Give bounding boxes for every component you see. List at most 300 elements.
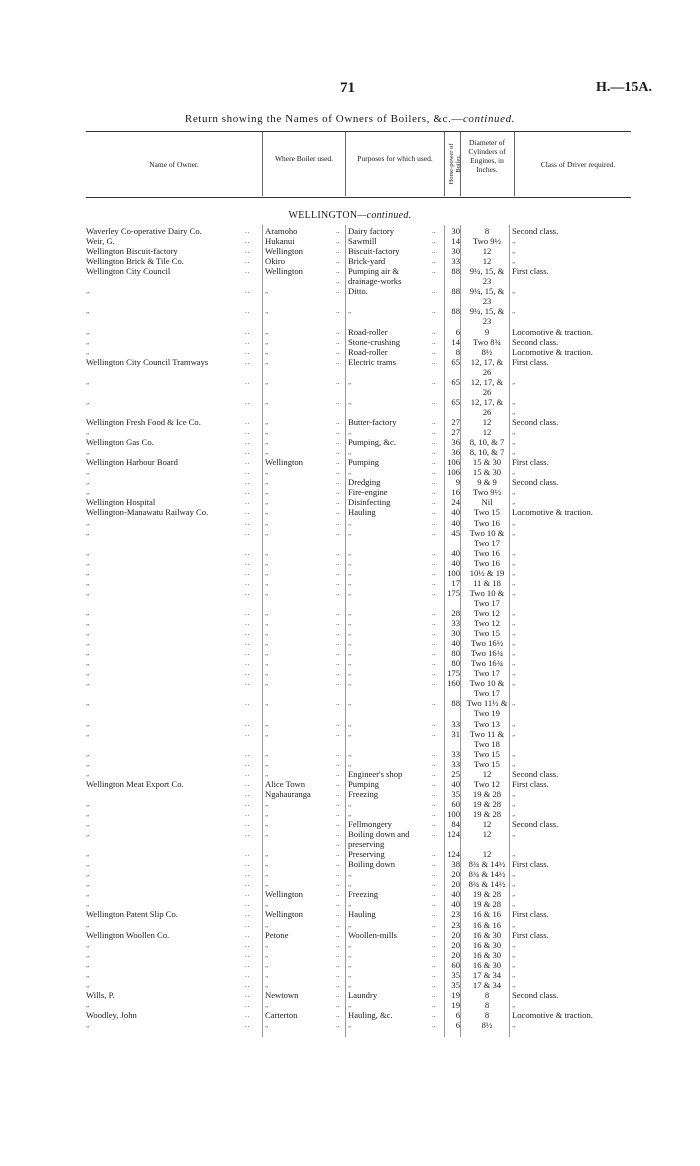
driver-class-cell: „ <box>512 247 516 256</box>
cylinders-cell: Two 16¾ <box>470 658 504 669</box>
leader-dots: .. <box>245 468 251 477</box>
leader-dots: .. <box>245 830 251 838</box>
table-row <box>0 447 700 457</box>
driver-class-cell: „ <box>512 870 516 879</box>
leader-dots: .. <box>432 789 436 798</box>
leader-dots: .. <box>245 1021 251 1029</box>
cylinders-cell: 9¼, 15, & <box>469 266 505 277</box>
leader-dots: .. <box>432 1000 436 1009</box>
table-row <box>0 920 700 930</box>
horse-power-cell: 160 <box>447 678 460 689</box>
horse-power-cell: 14 <box>451 236 460 247</box>
purpose-cell: Biscuit-factory <box>348 246 400 257</box>
horse-power-cell: 30 <box>451 628 460 638</box>
cylinders-cell: 17 & 34 <box>472 979 502 990</box>
driver-class-cell: Locomotive & traction. <box>512 346 593 357</box>
cylinders-cell: 19 & 28 <box>472 788 502 799</box>
where-cell: „ <box>265 448 269 457</box>
leader-dots: .. <box>336 719 340 728</box>
leader-dots: .. <box>336 488 340 497</box>
leader-dots: .. <box>245 860 251 869</box>
table-row <box>0 708 700 718</box>
driver-class-cell: „ <box>512 468 516 477</box>
leader-dots: .. <box>336 880 340 889</box>
driver-class-cell: „ <box>512 950 516 959</box>
leader-dots: .. <box>336 910 340 919</box>
leader-dots: .. <box>336 900 340 909</box>
horse-power-cell: 65 <box>451 396 460 407</box>
where-cell: „ <box>265 619 269 627</box>
document-reference: H.—15A. <box>596 80 652 95</box>
leader-dots: .. <box>245 327 251 336</box>
horse-power-cell: 88 <box>451 698 460 709</box>
purpose-cell: „ <box>348 669 352 678</box>
driver-class-cell: First class. <box>512 778 549 789</box>
horse-power-cell: 25 <box>451 768 460 779</box>
horse-power-cell: 100 <box>447 567 460 578</box>
where-cell: „ <box>265 428 269 436</box>
cylinders-cell: Two 12 <box>474 607 500 618</box>
driver-class-cell: „ <box>512 428 516 436</box>
horse-power-cell: 40 <box>451 557 460 568</box>
where-cell: Aramoho <box>265 226 298 236</box>
purpose-cell: Engineer's shop <box>348 768 403 779</box>
horse-power-cell: 31 <box>451 728 460 739</box>
owner-cell: „ <box>86 639 90 647</box>
table-row <box>0 789 700 799</box>
leader-dots: .. <box>432 669 436 678</box>
driver-class-cell: „ <box>512 619 516 627</box>
owner-cell: Wellington Patent Slip Co. <box>86 909 178 920</box>
leader-dots: .. <box>245 669 251 678</box>
purpose-cell: Fire-engine <box>348 487 388 498</box>
table-row <box>0 226 700 236</box>
owner-cell: „ <box>86 970 90 979</box>
driver-class-cell: „ <box>512 719 516 728</box>
leader-dots: .. <box>432 729 436 738</box>
leader-dots: .. <box>336 498 340 507</box>
leader-dots: .. <box>432 267 436 276</box>
leader-dots: .. <box>432 347 436 356</box>
leader-dots: .. <box>336 699 340 708</box>
cylinders-cell: 10½ & 19 <box>469 567 505 578</box>
owner-cell: „ <box>86 448 90 457</box>
cylinders-cell: Two 12 <box>474 778 500 789</box>
cylinders-cell: 26 <box>482 386 492 397</box>
leader-dots: .. <box>245 528 251 537</box>
leader-dots: .. <box>336 337 340 346</box>
table-row <box>0 236 700 246</box>
leader-dots: .. <box>336 669 340 678</box>
leader-dots: .. <box>336 287 340 296</box>
leader-dots: .. <box>336 920 340 929</box>
driver-class-cell: „ <box>512 518 516 527</box>
leader-dots: .. <box>432 639 436 647</box>
horse-power-cell: 33 <box>451 618 460 628</box>
owner-cell: „ <box>86 940 90 949</box>
column-header-purpose: Purposes for which used. <box>357 154 433 163</box>
leader-dots: .. <box>432 337 436 346</box>
cylinders-cell: 16 & 16 <box>472 909 502 920</box>
driver-class-cell: Second class. <box>512 819 559 829</box>
leader-dots: .. <box>245 1000 251 1009</box>
cylinders-cell: 12 <box>482 849 492 860</box>
leader-dots: .. <box>432 699 436 708</box>
leader-dots: .. <box>245 1010 251 1019</box>
where-cell: Wellington <box>265 909 303 920</box>
leader-dots: .. <box>336 860 340 869</box>
cylinders-cell: Two 10 & <box>469 678 505 689</box>
leader-dots: .. <box>336 970 340 979</box>
where-cell: „ <box>265 719 269 728</box>
cylinders-cell: 8 <box>484 226 490 236</box>
driver-class-cell: „ <box>512 789 516 798</box>
cylinders-cell: Two 11 & <box>469 728 505 739</box>
horse-power-cell: 65 <box>451 356 460 367</box>
leader-dots: .. <box>245 608 251 617</box>
cylinders-cell: 16 & 30 <box>472 949 502 960</box>
leader-dots: .. <box>432 257 436 266</box>
purpose-cell: „ <box>348 649 352 658</box>
cylinders-cell: Two 19 <box>474 708 500 719</box>
horse-power-cell: 40 <box>451 638 460 648</box>
leader-dots: .. <box>336 809 340 818</box>
horse-power-cell: 19 <box>451 999 460 1010</box>
where-cell: „ <box>265 830 269 838</box>
leader-dots: .. <box>336 568 340 577</box>
horse-power-cell: 19 <box>451 989 460 1000</box>
cylinders-cell: Two 13 <box>474 718 500 729</box>
driver-class-cell: „ <box>512 749 516 758</box>
leader-dots: .. <box>432 809 436 818</box>
leader-dots: .. <box>336 799 340 808</box>
driver-class-cell: „ <box>512 1021 516 1029</box>
cylinders-cell: 8 <box>484 989 490 1000</box>
table-row <box>0 1000 700 1010</box>
driver-class-cell: First class. <box>512 457 549 468</box>
leader-dots: .. <box>245 980 251 989</box>
owner-cell: „ <box>86 809 90 818</box>
where-cell: „ <box>265 528 269 537</box>
purpose-cell: „ <box>348 659 352 668</box>
driver-class-cell: „ <box>512 920 516 929</box>
cylinders-cell: 15 & 30 <box>472 467 502 478</box>
driver-class-cell: „ <box>512 528 516 537</box>
leader-dots: .. <box>432 508 436 517</box>
cylinders-cell: Two 16 <box>474 517 500 528</box>
leader-dots: .. <box>432 458 436 467</box>
purpose-cell: Pumping <box>348 778 380 789</box>
leader-dots: .. <box>432 588 436 597</box>
leader-dots: .. <box>245 518 251 527</box>
leader-dots: .. <box>336 267 340 276</box>
driver-class-cell: „ <box>512 799 516 808</box>
leader-dots: .. <box>336 558 340 567</box>
leader-dots: .. <box>336 327 340 336</box>
table-row <box>0 869 700 879</box>
leader-dots: .. <box>432 719 436 728</box>
table-row <box>0 588 700 598</box>
driver-class-cell: „ <box>512 287 516 296</box>
owner-cell: „ <box>86 428 90 436</box>
owner-cell: „ <box>86 608 90 617</box>
horse-power-cell: 175 <box>447 668 460 679</box>
leader-dots: .. <box>432 377 436 386</box>
title-main: Return showing the Names of Owners of Boilers, &c.— <box>184 113 463 125</box>
owner-cell: „ <box>86 850 90 859</box>
cylinders-cell: 19 & 28 <box>472 798 502 809</box>
leader-dots: .. <box>336 639 340 647</box>
driver-class-cell: „ <box>512 970 516 979</box>
horse-power-cell: 23 <box>451 919 460 930</box>
leader-dots: .. <box>336 418 340 426</box>
purpose-cell: drainage-works <box>348 276 402 287</box>
table-row <box>0 608 700 618</box>
purpose-cell: Electric trams <box>348 356 396 367</box>
leader-dots: .. <box>245 820 251 828</box>
leader-dots: .. <box>245 799 251 808</box>
purpose-cell: „ <box>348 809 352 818</box>
table-row <box>0 467 700 477</box>
cylinders-cell: 12 <box>482 246 492 257</box>
table-row <box>0 347 700 357</box>
owner-cell: Wellington Gas Co. <box>86 437 154 448</box>
owner-cell: Wellington-Manawatu Railway Co. <box>86 507 209 518</box>
leader-dots: .. <box>432 448 436 457</box>
purpose-cell: „ <box>348 870 352 879</box>
leader-dots: .. <box>432 558 436 567</box>
table-row <box>0 628 700 638</box>
purpose-cell: „ <box>348 759 352 768</box>
leader-dots: .. <box>336 377 340 386</box>
where-cell: „ <box>265 1021 269 1029</box>
driver-class-cell: „ <box>512 578 516 587</box>
leader-dots: .. <box>245 789 251 798</box>
table-row <box>0 427 700 437</box>
driver-class-cell: „ <box>512 377 516 386</box>
leader-dots: .. <box>245 237 251 246</box>
table-row <box>0 266 700 276</box>
horse-power-cell: 20 <box>451 879 460 890</box>
driver-class-cell: Second class. <box>512 768 559 779</box>
leader-dots: .. <box>432 327 436 336</box>
table-row <box>0 316 700 326</box>
leader-dots: .. <box>432 649 436 658</box>
leader-dots: .. <box>245 377 251 386</box>
horse-power-cell: 24 <box>451 497 460 508</box>
owner-cell: „ <box>86 377 90 386</box>
purpose-cell: „ <box>348 950 352 959</box>
cylinders-cell: 12 <box>482 427 492 437</box>
cylinders-cell: 12 <box>482 768 492 779</box>
cylinders-cell: Two 12 <box>474 618 500 628</box>
horse-power-cell: 88 <box>451 286 460 297</box>
where-cell: „ <box>265 588 269 597</box>
leader-dots: .. <box>245 578 251 587</box>
horse-power-cell: 20 <box>451 949 460 960</box>
cylinders-cell: Two 9½ <box>472 487 502 498</box>
driver-class-cell: „ <box>512 407 516 416</box>
leader-dots: .. <box>336 588 340 597</box>
cylinders-cell: 19 & 28 <box>472 889 502 900</box>
owner-cell: „ <box>86 759 90 768</box>
leader-dots: .. <box>432 227 436 235</box>
table-row <box>0 879 700 889</box>
column-divider <box>509 225 510 1037</box>
table-row <box>0 980 700 990</box>
cylinders-cell: Two 16 <box>474 557 500 568</box>
purpose-cell: Laundry <box>348 989 378 1000</box>
leader-dots: .. <box>336 820 340 828</box>
leader-dots: .. <box>245 619 251 627</box>
driver-class-cell: „ <box>512 568 516 577</box>
table-row <box>0 889 700 899</box>
table-row <box>0 457 700 467</box>
driver-class-cell: „ <box>512 960 516 969</box>
leader-dots: .. <box>245 779 251 788</box>
owner-cell: „ <box>86 960 90 969</box>
leader-dots: .. <box>432 247 436 256</box>
driver-class-cell: „ <box>512 649 516 658</box>
purpose-cell: Freezing <box>348 788 379 799</box>
leader-dots: .. <box>432 488 436 497</box>
where-cell: „ <box>265 629 269 637</box>
driver-class-cell: „ <box>512 679 516 688</box>
leader-dots: .. <box>336 518 340 527</box>
leader-dots: .. <box>245 568 251 577</box>
purpose-cell: „ <box>348 970 352 979</box>
leader-dots: .. <box>432 438 436 447</box>
cylinders-cell: Two 16 <box>474 547 500 558</box>
where-cell: Newtown <box>265 989 299 1000</box>
horse-power-cell: 84 <box>451 819 460 829</box>
table-row <box>0 477 700 487</box>
cylinders-cell: 16 & 16 <box>472 919 502 930</box>
leader-dots: .. <box>432 418 436 426</box>
cylinders-cell: 8¾ & 14½ <box>468 869 506 880</box>
horse-power-cell: 8 <box>455 346 460 357</box>
purpose-cell: Boiling down and <box>348 829 410 839</box>
purpose-cell: „ <box>348 749 352 758</box>
owner-cell: Weir, G. <box>86 236 115 247</box>
table-row <box>0 256 700 266</box>
table-row <box>0 518 700 528</box>
leader-dots: .. <box>245 639 251 647</box>
where-cell: „ <box>265 699 269 708</box>
owner-cell: „ <box>86 548 90 557</box>
driver-class-cell: „ <box>512 498 516 507</box>
leader-dots: .. <box>245 809 251 818</box>
purpose-cell: „ <box>348 900 352 909</box>
horse-power-cell: 40 <box>451 889 460 900</box>
cylinders-cell: 8, 10, & 7 <box>469 447 505 458</box>
cylinders-cell: Two 9½ <box>472 236 502 247</box>
cylinders-cell: 8½ <box>481 1020 493 1030</box>
where-cell: „ <box>265 608 269 617</box>
horse-power-cell: 35 <box>451 969 460 980</box>
leader-dots: .. <box>245 960 251 969</box>
where-cell: „ <box>265 759 269 768</box>
table-row <box>0 829 700 839</box>
where-cell: „ <box>265 940 269 949</box>
leader-dots: .. <box>245 679 251 688</box>
horse-power-cell: 35 <box>451 788 460 799</box>
leader-dots: .. <box>245 247 251 256</box>
leader-dots: .. <box>336 1000 340 1009</box>
where-cell: „ <box>265 729 269 738</box>
cylinders-cell: 12, 17, & <box>470 396 504 407</box>
purpose-cell: „ <box>348 528 352 537</box>
cylinders-cell: Two 10 & <box>469 587 505 598</box>
purpose-cell: Preserving <box>348 849 385 860</box>
table-row <box>0 1010 700 1020</box>
cylinders-cell: 12 <box>482 417 492 427</box>
horse-power-cell: 27 <box>451 417 460 427</box>
column-divider <box>262 225 263 1037</box>
where-cell: „ <box>265 639 269 647</box>
table-row <box>0 678 700 688</box>
leader-dots: .. <box>432 990 436 999</box>
driver-class-cell: „ <box>512 1000 516 1009</box>
horse-power-cell: 124 <box>447 849 460 860</box>
column-divider <box>345 225 346 1037</box>
purpose-cell: „ <box>348 639 352 647</box>
table-row <box>0 497 700 507</box>
horse-power-cell: 35 <box>451 979 460 990</box>
driver-class-cell: „ <box>512 980 516 989</box>
table-row <box>0 327 700 337</box>
cylinders-cell: Nil <box>481 497 493 508</box>
table-row <box>0 538 700 548</box>
leader-dots: .. <box>432 608 436 617</box>
table-row <box>0 668 700 678</box>
horse-power-cell: 36 <box>451 447 460 458</box>
column-header-cylinders: Diameter of Cylinders of Engines, in Inches. <box>468 138 506 174</box>
horse-power-cell: 65 <box>451 376 460 387</box>
leader-dots: .. <box>432 779 436 788</box>
leader-dots: .. <box>336 458 340 467</box>
cylinders-cell: 15 & 30 <box>472 457 502 468</box>
table-row <box>0 970 700 980</box>
horse-power-cell: 33 <box>451 758 460 769</box>
cylinders-cell: Two 15 <box>474 748 500 759</box>
owner-cell: „ <box>86 287 90 296</box>
driver-class-cell: „ <box>512 257 516 266</box>
leader-dots: .. <box>245 448 251 457</box>
owner-cell: „ <box>86 679 90 688</box>
leader-dots: .. <box>432 397 436 406</box>
cylinders-cell: 12, 17, & <box>470 376 504 387</box>
cylinders-cell: 8 <box>484 999 490 1010</box>
leader-dots: .. <box>245 227 251 235</box>
horse-power-cell: 175 <box>447 587 460 598</box>
horse-power-cell: 30 <box>451 226 460 236</box>
owner-cell: „ <box>86 649 90 658</box>
horse-power-cell: 106 <box>447 467 460 478</box>
cylinders-cell: 8¾ & 14½ <box>468 859 506 870</box>
owner-cell: „ <box>86 950 90 959</box>
cylinders-cell: 9 & 9 <box>477 477 497 488</box>
purpose-cell: Hauling, &c. <box>348 1009 393 1020</box>
table-row <box>0 769 700 779</box>
cylinders-cell: 8 <box>484 1009 490 1020</box>
leader-dots: .. <box>245 428 251 436</box>
leader-dots: .. <box>336 940 340 949</box>
owner-cell: „ <box>86 629 90 637</box>
table-row <box>0 930 700 940</box>
cylinders-cell: Two 15 <box>474 507 500 518</box>
leader-dots: .. <box>336 840 340 849</box>
